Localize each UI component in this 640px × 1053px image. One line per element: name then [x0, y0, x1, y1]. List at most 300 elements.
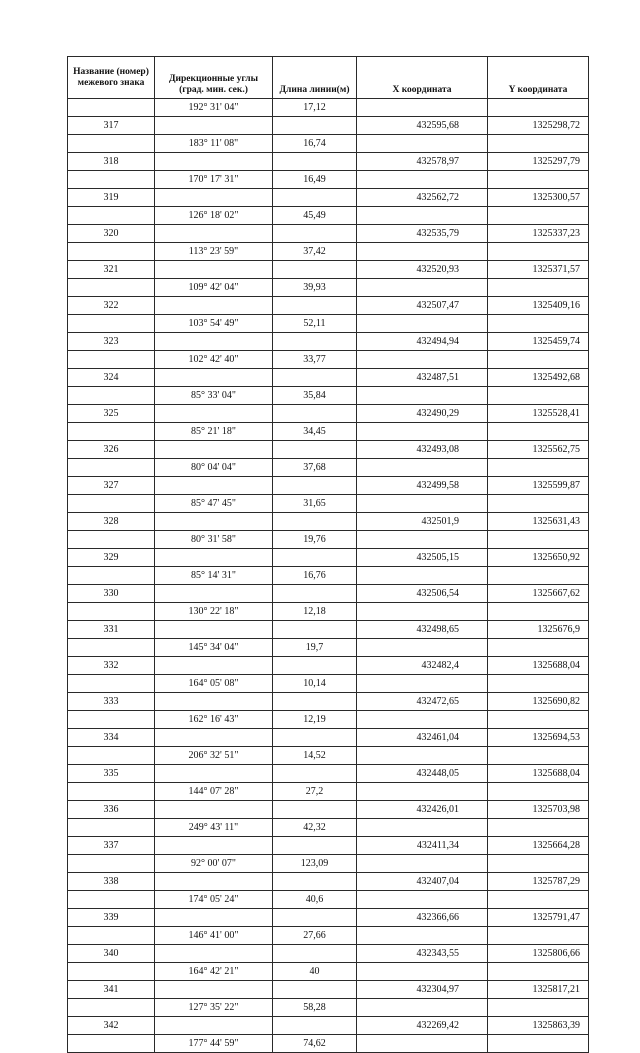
cell-point-name: 317: [68, 117, 155, 135]
cell-point-name: 323: [68, 333, 155, 351]
cell-y-coordinate: [488, 963, 589, 981]
cell-x-coordinate: 432366,66: [357, 909, 488, 927]
cell-x-coordinate: 432494,94: [357, 333, 488, 351]
cell-y-coordinate: 1325528,41: [488, 405, 589, 423]
cell-y-coordinate: 1325298,72: [488, 117, 589, 135]
cell-x-coordinate: [357, 207, 488, 225]
cell-line-length: [273, 621, 357, 639]
cell-point-name: 334: [68, 729, 155, 747]
cell-y-coordinate: 1325562,75: [488, 441, 589, 459]
cell-direction-angle: 144° 07' 28": [155, 783, 273, 801]
cell-x-coordinate: 432448,05: [357, 765, 488, 783]
table-row: [68, 1035, 589, 1053]
cell-x-coordinate: [357, 891, 488, 909]
table-row: [68, 981, 589, 999]
cell-direction-angle: 80° 04' 04": [155, 459, 273, 477]
cell-line-length: [273, 873, 357, 891]
cell-direction-angle: [155, 405, 273, 423]
table-row: [68, 747, 589, 765]
cell-y-coordinate: 1325863,39: [488, 1017, 589, 1035]
cell-y-coordinate: [488, 495, 589, 513]
cell-direction-angle: 80° 31' 58": [155, 531, 273, 549]
cell-line-length: 45,49: [273, 207, 357, 225]
cell-line-length: 10,14: [273, 675, 357, 693]
cell-direction-angle: 174° 05' 24": [155, 891, 273, 909]
table-header-row: [68, 57, 589, 99]
cell-line-length: 19,76: [273, 531, 357, 549]
cell-point-name: [68, 171, 155, 189]
cell-line-length: [273, 513, 357, 531]
cell-y-coordinate: 1325297,79: [488, 153, 589, 171]
cell-point-name: [68, 639, 155, 657]
cell-point-name: 318: [68, 153, 155, 171]
cell-point-name: 329: [68, 549, 155, 567]
cell-point-name: [68, 999, 155, 1017]
table-row: [68, 999, 589, 1017]
table-row: [68, 279, 589, 297]
cell-direction-angle: [155, 513, 273, 531]
cell-point-name: [68, 567, 155, 585]
cell-direction-angle: 164° 05' 08": [155, 675, 273, 693]
cell-line-length: [273, 117, 357, 135]
cell-point-name: [68, 207, 155, 225]
cell-y-coordinate: 1325690,82: [488, 693, 589, 711]
cell-x-coordinate: 432505,15: [357, 549, 488, 567]
cell-line-length: [273, 585, 357, 603]
cell-x-coordinate: 432498,65: [357, 621, 488, 639]
cell-direction-angle: [155, 945, 273, 963]
cell-x-coordinate: [357, 675, 488, 693]
cell-x-coordinate: 432411,34: [357, 837, 488, 855]
cell-line-length: [273, 477, 357, 495]
table-row: [68, 513, 589, 531]
cell-y-coordinate: 1325459,74: [488, 333, 589, 351]
cell-direction-angle: [155, 297, 273, 315]
cell-direction-angle: 85° 47' 45": [155, 495, 273, 513]
table-row: [68, 531, 589, 549]
table-row: [68, 477, 589, 495]
cell-point-name: 321: [68, 261, 155, 279]
cell-point-name: [68, 99, 155, 117]
table-row: [68, 765, 589, 783]
table-row: [68, 711, 589, 729]
cell-x-coordinate: [357, 387, 488, 405]
cell-y-coordinate: 1325806,66: [488, 945, 589, 963]
cell-x-coordinate: [357, 999, 488, 1017]
cell-y-coordinate: [488, 711, 589, 729]
cell-direction-angle: [155, 225, 273, 243]
cell-x-coordinate: 432343,55: [357, 945, 488, 963]
cell-x-coordinate: [357, 927, 488, 945]
cell-y-coordinate: [488, 891, 589, 909]
cell-line-length: [273, 981, 357, 999]
cell-direction-angle: 102° 42' 40": [155, 351, 273, 369]
cell-y-coordinate: 1325703,98: [488, 801, 589, 819]
cell-line-length: [273, 945, 357, 963]
table-row: [68, 945, 589, 963]
table-row: [68, 621, 589, 639]
cell-direction-angle: 113° 23' 59": [155, 243, 273, 261]
cell-point-name: [68, 315, 155, 333]
cell-y-coordinate: [488, 567, 589, 585]
cell-direction-angle: [155, 657, 273, 675]
cell-direction-angle: [155, 189, 273, 207]
cell-x-coordinate: [357, 531, 488, 549]
cell-point-name: 320: [68, 225, 155, 243]
boundary-coordinates-table: [67, 56, 589, 1053]
cell-x-coordinate: 432499,58: [357, 477, 488, 495]
cell-point-name: 327: [68, 477, 155, 495]
cell-y-coordinate: [488, 1035, 589, 1053]
cell-x-coordinate: [357, 135, 488, 153]
cell-point-name: 332: [68, 657, 155, 675]
table-row: [68, 567, 589, 585]
cell-x-coordinate: [357, 783, 488, 801]
cell-line-length: 37,68: [273, 459, 357, 477]
cell-x-coordinate: 432501,9: [357, 513, 488, 531]
cell-line-length: [273, 297, 357, 315]
cell-line-length: 35,84: [273, 387, 357, 405]
cell-y-coordinate: [488, 459, 589, 477]
table-row: [68, 1017, 589, 1035]
cell-direction-angle: 249° 43' 11": [155, 819, 273, 837]
cell-point-name: 340: [68, 945, 155, 963]
cell-direction-angle: [155, 621, 273, 639]
cell-direction-angle: [155, 729, 273, 747]
cell-line-length: 16,76: [273, 567, 357, 585]
cell-direction-angle: 146° 41' 00": [155, 927, 273, 945]
cell-line-length: [273, 189, 357, 207]
cell-line-length: [273, 225, 357, 243]
cell-x-coordinate: [357, 351, 488, 369]
cell-direction-angle: 177° 44' 59": [155, 1035, 273, 1053]
cell-y-coordinate: [488, 603, 589, 621]
cell-direction-angle: 130° 22' 18": [155, 603, 273, 621]
cell-x-coordinate: [357, 639, 488, 657]
cell-direction-angle: 126° 18' 02": [155, 207, 273, 225]
cell-y-coordinate: 1325688,04: [488, 657, 589, 675]
cell-y-coordinate: 1325676,9: [488, 621, 589, 639]
cell-x-coordinate: [357, 963, 488, 981]
table-row: [68, 405, 589, 423]
cell-x-coordinate: 432520,93: [357, 261, 488, 279]
cell-line-length: 12,19: [273, 711, 357, 729]
cell-x-coordinate: [357, 459, 488, 477]
cell-point-name: [68, 891, 155, 909]
cell-x-coordinate: 432595,68: [357, 117, 488, 135]
table-row: [68, 549, 589, 567]
table-row: [68, 459, 589, 477]
cell-point-name: [68, 531, 155, 549]
cell-point-name: [68, 351, 155, 369]
table-row: [68, 963, 589, 981]
cell-point-name: 337: [68, 837, 155, 855]
cell-direction-angle: [155, 981, 273, 999]
cell-direction-angle: 192° 31' 04": [155, 99, 273, 117]
cell-x-coordinate: 432426,01: [357, 801, 488, 819]
cell-y-coordinate: 1325667,62: [488, 585, 589, 603]
cell-point-name: [68, 135, 155, 153]
cell-line-length: 40,6: [273, 891, 357, 909]
cell-line-length: [273, 693, 357, 711]
cell-point-name: 335: [68, 765, 155, 783]
cell-y-coordinate: 1325791,47: [488, 909, 589, 927]
cell-point-name: [68, 459, 155, 477]
cell-y-coordinate: 1325599,87: [488, 477, 589, 495]
table-row: [68, 387, 589, 405]
cell-y-coordinate: [488, 279, 589, 297]
cell-y-coordinate: [488, 135, 589, 153]
cell-line-length: 52,11: [273, 315, 357, 333]
cell-x-coordinate: 432487,51: [357, 369, 488, 387]
cell-x-coordinate: 432535,79: [357, 225, 488, 243]
cell-line-length: [273, 909, 357, 927]
cell-y-coordinate: [488, 747, 589, 765]
cell-x-coordinate: [357, 315, 488, 333]
cell-y-coordinate: 1325688,04: [488, 765, 589, 783]
cell-x-coordinate: [357, 99, 488, 117]
cell-point-name: [68, 243, 155, 261]
cell-x-coordinate: [357, 855, 488, 873]
cell-direction-angle: 206° 32' 51": [155, 747, 273, 765]
cell-point-name: 319: [68, 189, 155, 207]
table-row: [68, 441, 589, 459]
table-row: [68, 927, 589, 945]
cell-line-length: [273, 837, 357, 855]
cell-point-name: [68, 927, 155, 945]
cell-line-length: 27,2: [273, 783, 357, 801]
cell-y-coordinate: [488, 675, 589, 693]
table-row: [68, 495, 589, 513]
cell-line-length: 58,28: [273, 999, 357, 1017]
cell-point-name: [68, 747, 155, 765]
cell-point-name: [68, 387, 155, 405]
cell-x-coordinate: [357, 1035, 488, 1053]
table-row: [68, 873, 589, 891]
cell-y-coordinate: [488, 855, 589, 873]
table-row: [68, 333, 589, 351]
header-x: X координата: [357, 57, 488, 99]
cell-direction-angle: [155, 585, 273, 603]
cell-point-name: 341: [68, 981, 155, 999]
cell-direction-angle: [155, 441, 273, 459]
cell-y-coordinate: [488, 351, 589, 369]
cell-direction-angle: [155, 765, 273, 783]
cell-direction-angle: 85° 14' 31": [155, 567, 273, 585]
table-row: [68, 909, 589, 927]
cell-y-coordinate: [488, 819, 589, 837]
cell-line-length: 31,65: [273, 495, 357, 513]
cell-line-length: [273, 657, 357, 675]
cell-line-length: [273, 1017, 357, 1035]
cell-direction-angle: [155, 837, 273, 855]
cell-point-name: 322: [68, 297, 155, 315]
cell-direction-angle: 85° 21' 18": [155, 423, 273, 441]
table-row: [68, 693, 589, 711]
table-row: [68, 891, 589, 909]
cell-point-name: 325: [68, 405, 155, 423]
cell-y-coordinate: 1325371,57: [488, 261, 589, 279]
cell-line-length: 16,49: [273, 171, 357, 189]
cell-line-length: [273, 405, 357, 423]
cell-line-length: 27,66: [273, 927, 357, 945]
table-row: [68, 603, 589, 621]
table-row: [68, 675, 589, 693]
cell-x-coordinate: 432472,65: [357, 693, 488, 711]
cell-direction-angle: [155, 1017, 273, 1035]
cell-line-length: 12,18: [273, 603, 357, 621]
cell-y-coordinate: 1325337,23: [488, 225, 589, 243]
cell-line-length: 14,52: [273, 747, 357, 765]
table-body: [68, 99, 589, 1053]
cell-direction-angle: [155, 261, 273, 279]
table-row: [68, 135, 589, 153]
cell-point-name: [68, 963, 155, 981]
cell-line-length: [273, 333, 357, 351]
cell-x-coordinate: 432493,08: [357, 441, 488, 459]
cell-point-name: [68, 279, 155, 297]
table-row: [68, 657, 589, 675]
cell-x-coordinate: [357, 711, 488, 729]
cell-point-name: [68, 423, 155, 441]
table-row: [68, 729, 589, 747]
header-name: Название (номер) межевого знака: [68, 57, 155, 99]
cell-x-coordinate: 432578,97: [357, 153, 488, 171]
cell-line-length: 42,32: [273, 819, 357, 837]
cell-point-name: 339: [68, 909, 155, 927]
cell-direction-angle: 103° 54' 49": [155, 315, 273, 333]
cell-x-coordinate: [357, 495, 488, 513]
cell-direction-angle: [155, 117, 273, 135]
cell-line-length: 17,12: [273, 99, 357, 117]
table-row: [68, 189, 589, 207]
cell-line-length: [273, 261, 357, 279]
cell-direction-angle: 170° 17' 31": [155, 171, 273, 189]
table-row: [68, 783, 589, 801]
table-row: [68, 243, 589, 261]
cell-x-coordinate: 432407,04: [357, 873, 488, 891]
table-row: [68, 171, 589, 189]
table-row: [68, 369, 589, 387]
cell-y-coordinate: [488, 423, 589, 441]
cell-direction-angle: [155, 333, 273, 351]
cell-line-length: [273, 729, 357, 747]
table-row: [68, 351, 589, 369]
header-y: Y координата: [488, 57, 589, 99]
cell-direction-angle: [155, 369, 273, 387]
cell-point-name: 326: [68, 441, 155, 459]
cell-direction-angle: [155, 693, 273, 711]
cell-point-name: 342: [68, 1017, 155, 1035]
cell-y-coordinate: [488, 243, 589, 261]
cell-direction-angle: [155, 477, 273, 495]
cell-x-coordinate: 432304,97: [357, 981, 488, 999]
cell-direction-angle: [155, 153, 273, 171]
cell-direction-angle: [155, 909, 273, 927]
cell-y-coordinate: 1325664,28: [488, 837, 589, 855]
cell-direction-angle: [155, 549, 273, 567]
cell-line-length: 16,74: [273, 135, 357, 153]
table-row: [68, 261, 589, 279]
cell-line-length: 33,77: [273, 351, 357, 369]
cell-point-name: 336: [68, 801, 155, 819]
cell-y-coordinate: [488, 315, 589, 333]
cell-x-coordinate: 432269,42: [357, 1017, 488, 1035]
cell-x-coordinate: [357, 243, 488, 261]
cell-point-name: [68, 495, 155, 513]
cell-direction-angle: [155, 801, 273, 819]
cell-y-coordinate: [488, 99, 589, 117]
table-row: [68, 819, 589, 837]
table-row: [68, 423, 589, 441]
cell-x-coordinate: [357, 747, 488, 765]
header-angle: Дирекционные углы (град. мин. сек.): [155, 57, 273, 99]
cell-y-coordinate: 1325409,16: [488, 297, 589, 315]
cell-point-name: 338: [68, 873, 155, 891]
cell-y-coordinate: [488, 639, 589, 657]
cell-point-name: 330: [68, 585, 155, 603]
cell-y-coordinate: [488, 207, 589, 225]
table-row: [68, 639, 589, 657]
cell-y-coordinate: 1325817,21: [488, 981, 589, 999]
cell-direction-angle: 164° 42' 21": [155, 963, 273, 981]
cell-y-coordinate: [488, 387, 589, 405]
cell-direction-angle: 145° 34' 04": [155, 639, 273, 657]
table-row: [68, 855, 589, 873]
cell-point-name: [68, 819, 155, 837]
cell-line-length: 19,7: [273, 639, 357, 657]
cell-direction-angle: 109° 42' 04": [155, 279, 273, 297]
header-length: Длина линии(м): [273, 57, 357, 99]
cell-direction-angle: 92° 00' 07": [155, 855, 273, 873]
cell-point-name: [68, 1035, 155, 1053]
cell-line-length: 39,93: [273, 279, 357, 297]
cell-y-coordinate: 1325300,57: [488, 189, 589, 207]
table-row: [68, 801, 589, 819]
cell-direction-angle: 127° 35' 22": [155, 999, 273, 1017]
cell-point-name: [68, 603, 155, 621]
cell-direction-angle: 85° 33' 04": [155, 387, 273, 405]
cell-line-length: [273, 765, 357, 783]
cell-x-coordinate: [357, 423, 488, 441]
table-row: [68, 207, 589, 225]
cell-x-coordinate: [357, 567, 488, 585]
table-row: [68, 225, 589, 243]
cell-x-coordinate: 432507,47: [357, 297, 488, 315]
cell-y-coordinate: 1325492,68: [488, 369, 589, 387]
cell-y-coordinate: [488, 999, 589, 1017]
cell-point-name: [68, 711, 155, 729]
cell-line-length: 74,62: [273, 1035, 357, 1053]
table-row: [68, 297, 589, 315]
cell-line-length: [273, 549, 357, 567]
cell-point-name: [68, 783, 155, 801]
cell-point-name: 333: [68, 693, 155, 711]
cell-point-name: 331: [68, 621, 155, 639]
cell-point-name: 328: [68, 513, 155, 531]
table-row: [68, 99, 589, 117]
cell-y-coordinate: [488, 927, 589, 945]
cell-point-name: [68, 855, 155, 873]
cell-line-length: 34,45: [273, 423, 357, 441]
cell-x-coordinate: 432562,72: [357, 189, 488, 207]
cell-line-length: 123,09: [273, 855, 357, 873]
cell-y-coordinate: [488, 783, 589, 801]
cell-direction-angle: 183° 11' 08": [155, 135, 273, 153]
cell-x-coordinate: 432461,04: [357, 729, 488, 747]
table-row: [68, 585, 589, 603]
cell-direction-angle: [155, 873, 273, 891]
